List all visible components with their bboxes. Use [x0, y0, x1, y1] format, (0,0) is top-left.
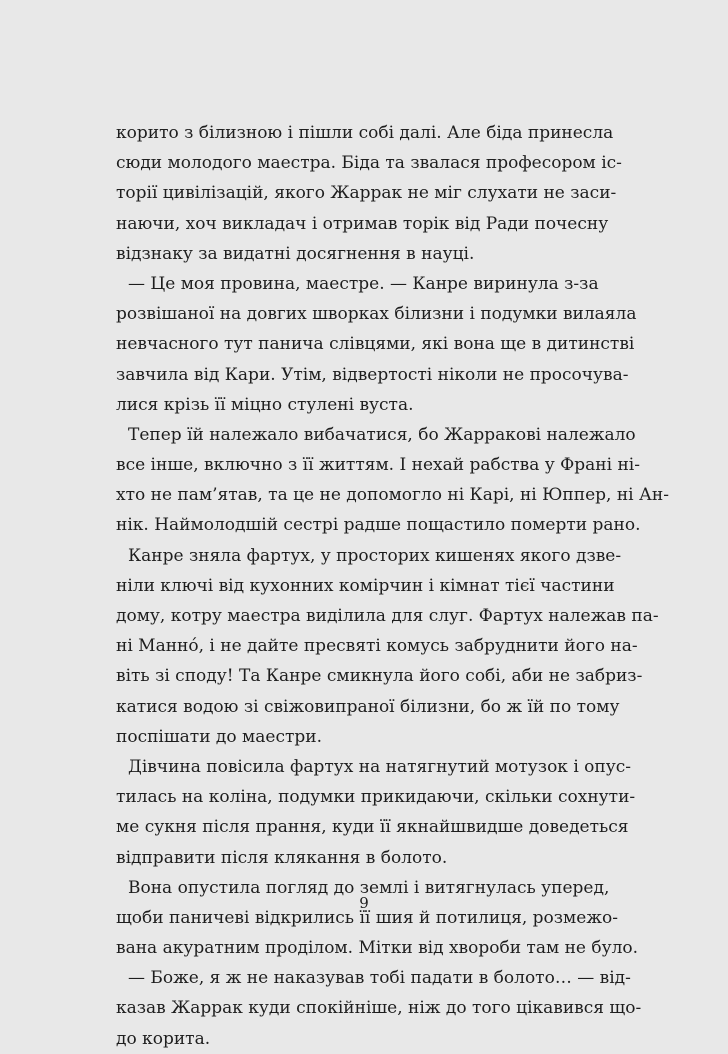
text-line: дому, котру маестра виділила для слуг. Фартух належав па-	[116, 606, 659, 626]
text-line: нік. Наймолодшій сестрі радше пощастило померти рано.	[116, 515, 641, 536]
text-line: торії цивілізацій, якого Жаррак не міг слухати не заси-	[116, 183, 617, 204]
text-line: завчила від Кари. Утім, відвертості ніколи не просочува-	[116, 364, 629, 385]
body-text	[116, 118, 669, 1054]
text-line: тилась на коліна, подумки прикидаючи, скільки сохнути-	[116, 787, 636, 808]
text-line: — Це моя провина, маестре. — Канре виринула з-за	[128, 273, 599, 294]
text-line: до корита.	[116, 1028, 211, 1049]
text-line: Канре зняла фартух, у просторих кишенях якого дзве-	[128, 545, 622, 566]
text-line: ніли ключі від кухонних комірчин і кімнат тієї частини	[116, 575, 615, 596]
text-line: ме сукня після прання, куди її якнайшвидше доведеться	[116, 817, 629, 838]
text-line: Дівчина повісила фартух на натягнутий мотузок і опус-	[128, 756, 632, 777]
text-line: наючи, хоч викладач і отримав торік від Ради почесну	[116, 213, 609, 234]
page-number: 9	[359, 894, 369, 912]
text-line: хто не пам’ятав, та це не допомогло ні Карі, ні Юппер, ні Ан-	[116, 485, 669, 506]
text-line: Вона опустила погляд до землі і витягнулась уперед,	[128, 877, 610, 898]
text-line: вана акуратним проділом. Мітки від хвороби там не було.	[116, 938, 639, 959]
text-line: корито з білизною і пішли собі далі. Але біда принесла	[116, 123, 614, 143]
text-line: поспішати до маестри.	[116, 726, 323, 747]
text-line: віть зі споду! Та Канре смикнула його собі, аби не забриз-	[116, 666, 643, 687]
text-line: все інше, включно з її життям. І нехай рабства у Франі ні-	[116, 455, 640, 476]
text-line: — Боже, я ж не наказував тобі падати в болото… — від-	[128, 968, 631, 989]
text-line: щоби паничеві відкрились її шия й потилиця, розмежо-	[116, 907, 618, 928]
text-line: сюди молодого маестра. Біда та звалася професором іс-	[116, 153, 622, 174]
text-line: розвішаної на довгих шворках білизни і подумки вилаяла	[116, 304, 637, 325]
text-line: катися водою зі свіжовипраної білизни, бо ж їй по тому	[116, 696, 620, 717]
text-line: невчасного тут панича слівцями, які вона ще в дитинстві	[116, 334, 635, 355]
text-line: відправити після клякання в болото.	[116, 847, 448, 868]
text-line: казав Жаррак куди спокійніше, ніж до того цікавився що-	[116, 998, 642, 1019]
text-line: лися крізь її міцно стулені вуста.	[116, 394, 414, 415]
text-line: Тепер їй належало вибачатися, бо Жарракові належало	[128, 424, 636, 445]
text-line: відзнаку за видатні досягнення в науці.	[116, 243, 475, 264]
text-line: ні Маннó, і не дайте пресвяті комусь забруднити його на-	[116, 636, 638, 657]
